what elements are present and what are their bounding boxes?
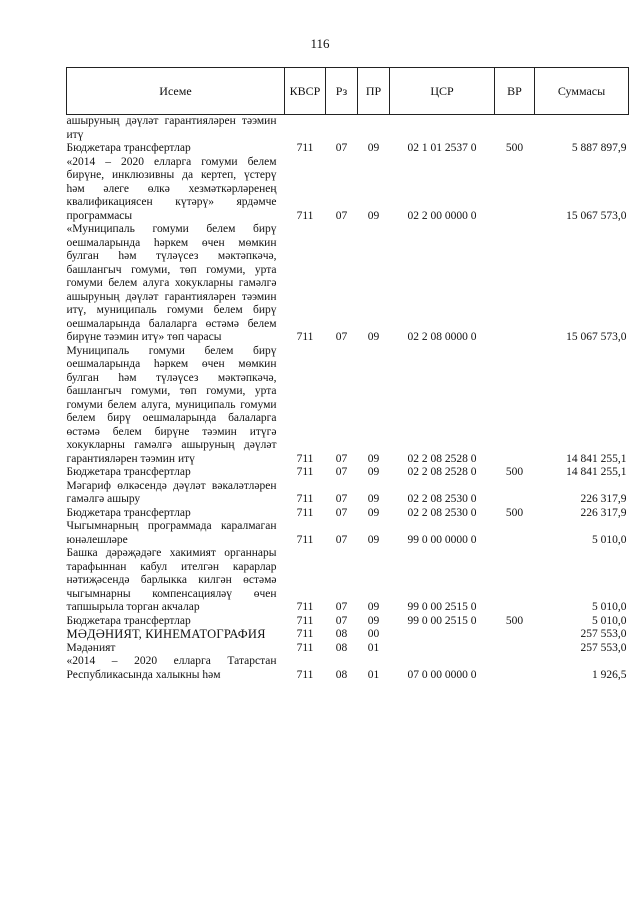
- budget-table: [66, 67, 629, 682]
- cell-csr: 02 2 00 0000 0: [407, 209, 477, 222]
- cell-vr: [495, 642, 535, 656]
- cell-sum: 15 067 573,0: [566, 331, 627, 343]
- cell-name: Чыгымнарның программада каралмаган юнәлешләре: [66, 520, 277, 546]
- cell-sum: 226 317,9: [580, 506, 627, 519]
- cell-name: Бюджетара трансфертлар: [66, 142, 191, 154]
- cell-vr: [495, 156, 535, 224]
- cell-sum: 5 010,0: [592, 533, 627, 546]
- cell-vr: 500: [505, 506, 524, 519]
- cell-rz: 07: [335, 533, 348, 546]
- cell-kvsr: 711: [296, 506, 314, 519]
- header-kvsr: КВСР: [285, 68, 326, 115]
- table-row: [67, 642, 629, 656]
- table-row: [67, 115, 629, 143]
- cell-rz: 07: [335, 506, 348, 519]
- page-number: 116: [310, 36, 330, 51]
- cell-vr: [495, 520, 535, 547]
- cell-sum: 257 553,0: [580, 628, 627, 640]
- cell-csr: 02 2 08 0000 0: [407, 331, 477, 343]
- cell-rz: 07: [335, 601, 348, 613]
- cell-pr: 01: [367, 668, 380, 681]
- cell-pr: 09: [367, 506, 380, 519]
- table-row: [67, 345, 629, 467]
- cell-vr: [495, 547, 535, 615]
- cell-name: Башка дәрәҗәдәге хакимият органнары тарафыннан кабул ителгән карарлар нәтиҗәсендә барлыкка килгән өстәмә чыгымнарны компенсацияләү өчен тапшырыла торган акчалар: [66, 547, 277, 613]
- cell-pr: 09: [367, 466, 380, 478]
- table-row: [67, 547, 629, 615]
- cell-name: МӘДӘНИЯТ, КИНЕМАТОГРАФИЯ: [66, 627, 266, 641]
- cell-pr: 01: [367, 641, 380, 654]
- table-row: [67, 480, 629, 507]
- cell-pr: 09: [367, 614, 380, 627]
- cell-pr: 00: [367, 628, 380, 640]
- cell-kvsr: 711: [296, 452, 314, 465]
- budget-table-container: [66, 67, 628, 682]
- cell-sum: 5 010,0: [592, 601, 627, 613]
- cell-vr: [495, 223, 535, 345]
- cell-rz: 08: [335, 641, 348, 654]
- cell-pr: 09: [367, 331, 380, 343]
- table-row: [67, 223, 629, 345]
- cell-kvsr: 711: [296, 466, 314, 478]
- cell-pr: 09: [367, 209, 380, 222]
- cell-csr: 99 0 00 0000 0: [407, 533, 477, 546]
- cell-sum: 15 067 573,0: [566, 209, 627, 222]
- cell-csr: 99 0 00 2515 0: [407, 614, 477, 627]
- cell-pr: 09: [367, 142, 380, 154]
- cell-pr: 09: [367, 452, 380, 465]
- cell-vr: 500: [505, 142, 524, 154]
- cell-rz: 07: [335, 142, 348, 154]
- table-row: [67, 628, 629, 642]
- cell-csr: [390, 642, 495, 656]
- cell-kvsr: 711: [296, 601, 314, 613]
- table-row: [67, 142, 629, 156]
- cell-sum: 14 841 255,1: [566, 466, 627, 478]
- cell-pr: [358, 115, 390, 143]
- cell-kvsr: 711: [296, 209, 314, 222]
- cell-sum: 257 553,0: [580, 641, 627, 654]
- table-row: [67, 156, 629, 224]
- cell-name: Мәгариф өлкәсендә дәүләт вәкаләтләрен гамәлгә ашыру: [66, 479, 277, 505]
- cell-vr: [495, 628, 535, 642]
- header-name: Исеме: [67, 68, 285, 115]
- cell-csr: 02 1 01 2537 0: [407, 142, 477, 154]
- cell-sum: 226 317,9: [580, 493, 627, 505]
- table-row: [67, 507, 629, 521]
- cell-kvsr: 711: [296, 142, 314, 154]
- cell-csr: 02 2 08 2530 0: [407, 493, 477, 505]
- table-row: [67, 520, 629, 547]
- cell-rz: 07: [335, 614, 348, 627]
- cell-kvsr: 711: [296, 533, 314, 546]
- cell-sum: 1 926,5: [592, 668, 627, 681]
- cell-rz: 07: [335, 209, 348, 222]
- cell-sum: 5 010,0: [592, 614, 627, 627]
- cell-vr: [495, 115, 535, 143]
- cell-sum: 5 887 897,9: [571, 142, 627, 154]
- cell-rz: 07: [335, 452, 348, 465]
- table-body: [67, 115, 629, 683]
- header-pr: ПР: [358, 68, 390, 115]
- cell-sum: 14 841 255,1: [566, 452, 627, 465]
- cell-vr: [495, 655, 535, 682]
- cell-csr: 99 0 00 2515 0: [407, 601, 477, 613]
- cell-csr: 02 2 08 2528 0: [407, 466, 477, 478]
- cell-vr: 500: [505, 614, 524, 627]
- cell-name: ашыруның дәүләт гарантияләрен тәэмин итү: [66, 115, 277, 141]
- cell-kvsr: 711: [296, 668, 314, 681]
- cell-rz: [326, 115, 358, 143]
- header-csr: ЦСР: [390, 68, 495, 115]
- cell-vr: 500: [505, 466, 524, 478]
- cell-name: Муниципаль гомуми белем бирү оешмаларында һәркем өчен мөмкин булган һәм түләүсез мәктәпкәчә, башлангыч гомуми, төп гомуми, урта гомуми белем алуга, муниципаль гомуми белем бирү оешмаларында балаларга өстәмә белем бирүне тәэмин итүгә хокукларны гамәлгә ашыруның дәүләт гарантияләрен тәэмин итү: [66, 344, 277, 465]
- header-sum: Суммасы: [535, 68, 629, 115]
- cell-kvsr: 711: [296, 641, 314, 654]
- cell-vr: [495, 480, 535, 507]
- cell-sum: [535, 115, 629, 143]
- cell-pr: 09: [367, 493, 380, 505]
- table-row: [67, 615, 629, 629]
- table-header-row: [67, 68, 629, 115]
- cell-pr: 09: [367, 533, 380, 546]
- table-row: [67, 655, 629, 682]
- cell-csr: 02 2 08 2528 0: [407, 452, 477, 465]
- cell-name: «Муниципаль гомуми белем бирү оешмаларында һәркем өчен мөмкин булган һәм түләүсез мәктәпкәчә, башлангыч гомуми, төп гомуми, урта гомуми белем алуга хокукларны гамәлгә ашыруның дәүләт гарантияләрен тәэмин итү, муниципаль гомуми белем бирү оешмаларында балаларга өстәмә белем бирүне тәэмин итү» төп чарасы: [66, 223, 277, 343]
- cell-name: Бюджетара трансфертлар: [66, 466, 191, 478]
- cell-csr: 02 2 08 2530 0: [407, 506, 477, 519]
- cell-vr: [495, 345, 535, 467]
- cell-kvsr: 711: [296, 493, 314, 505]
- cell-kvsr: 711: [296, 628, 314, 640]
- header-vr: ВР: [495, 68, 535, 115]
- cell-rz: 07: [335, 493, 348, 505]
- cell-rz: 07: [335, 331, 348, 343]
- cell-csr: 07 0 00 0000 0: [407, 668, 477, 681]
- cell-pr: 09: [367, 601, 380, 613]
- cell-rz: 07: [335, 466, 348, 478]
- cell-name: Бюджетара трансфертлар: [66, 614, 191, 627]
- cell-name: Бюджетара трансфертлар: [66, 506, 191, 519]
- header-rz: Рз: [326, 68, 358, 115]
- cell-kvsr: 711: [296, 331, 314, 343]
- cell-name: «2014 – 2020 елларга Татарстан Республикасында халыкны һәм: [66, 655, 277, 681]
- cell-name: «2014 – 2020 елларга гомуми белем бирүне, инклюзивны да кертеп, үстерү һәм әлеге өлкә хезмәткәрләренең квалификациясен күтәрү» ярдәмче программасы: [66, 155, 277, 222]
- cell-csr: [390, 115, 495, 143]
- cell-kvsr: 711: [296, 614, 314, 627]
- cell-rz: 08: [335, 628, 348, 640]
- cell-name: Мәдәният: [66, 641, 116, 654]
- table-row: [67, 466, 629, 480]
- cell-kvsr: [285, 115, 326, 143]
- cell-csr: [390, 628, 495, 642]
- cell-rz: 08: [335, 668, 348, 681]
